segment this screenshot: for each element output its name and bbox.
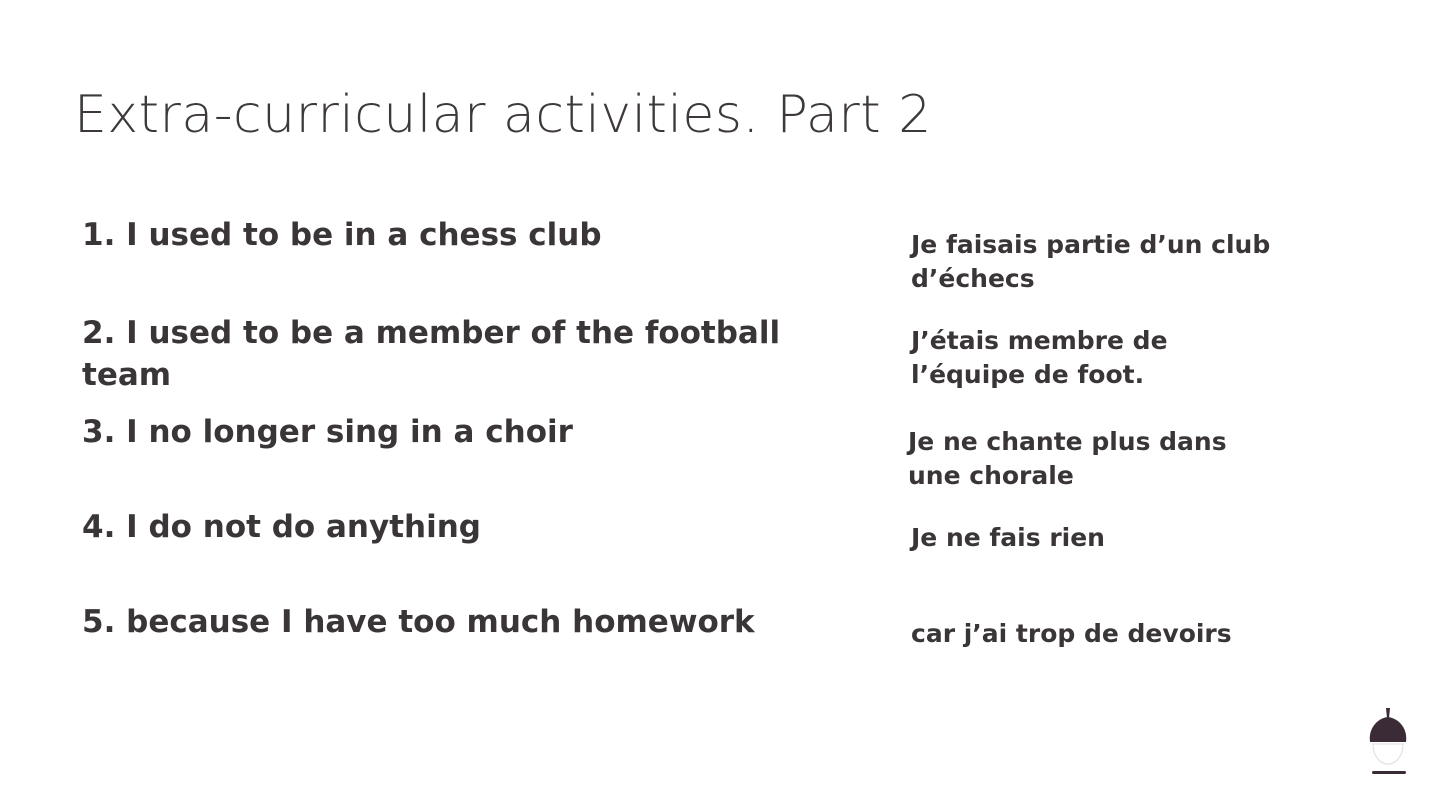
english-item-2: 2. I used to be a member of the football team (82, 315, 781, 393)
english-item-5: 5. because I have too much homework (82, 604, 755, 640)
french-item-1: Je faisais partie d’un club d’échecs (911, 230, 1271, 293)
french-item-5: car j’ai trop de devoirs (911, 619, 1232, 648)
french-item-4: Je ne fais rien (911, 523, 1105, 552)
acorn-icon (1366, 706, 1410, 778)
slide-title: Extra-curricular activities. Part 2 (74, 85, 932, 145)
french-item-2: J’étais membre de l’équipe de foot. (911, 326, 1168, 389)
french-item-3: Je ne chante plus dans une chorale (908, 427, 1227, 490)
english-item-4: 4. I do not do anything (82, 509, 481, 545)
english-item-1: 1. I used to be in a chess club (82, 217, 602, 253)
english-item-3: 3. I no longer sing in a choir (82, 414, 573, 450)
